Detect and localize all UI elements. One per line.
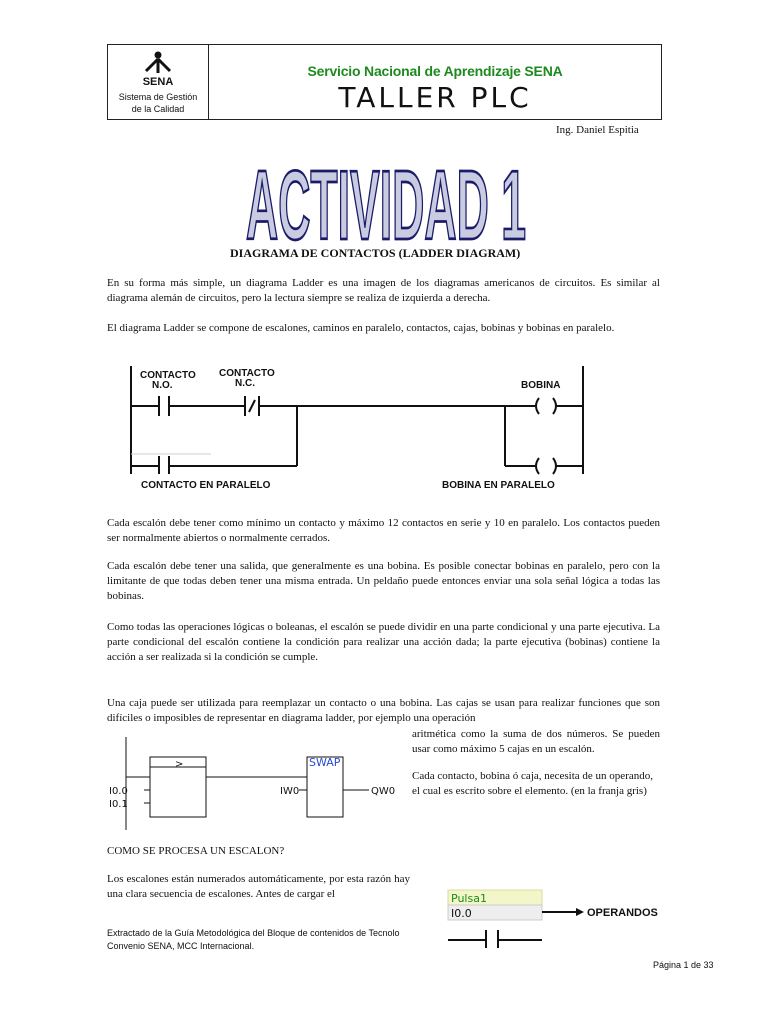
contact-nc-slash bbox=[249, 400, 255, 412]
parallel-coil-label: BOBINA EN PARALELO bbox=[442, 480, 555, 491]
operand-symbol: Pulsa1 bbox=[451, 892, 487, 905]
box-diagram bbox=[107, 735, 412, 833]
paragraph-6b: aritmética como la suma de dos números. Se pueden usar como máximo 5 cajas en un escalón. bbox=[412, 728, 660, 755]
operand-address: I0.0 bbox=[451, 907, 472, 920]
logo-caption bbox=[108, 91, 208, 115]
paragraph-5: Como todas las operaciones lógicas o boleanas, el escalón se puede dividir en una parte condicional y una parte ejecutiva. La parte condicional del escalón contiene la condición para realizar una acción dada; la parte ejecutiva (bobinas) contiene la acción a ser realizada si la condición se cumple. bbox=[107, 621, 660, 663]
coil-right bbox=[553, 398, 556, 414]
section-subtitle: DIAGRAMA DE CONTACTOS (LADDER DIAGRAM) bbox=[230, 246, 521, 260]
paragraph-3: Cada escalón debe tener como mínimo un contacto y máximo 12 contactos en serie y 10 en paralelo. Los contactos pueden ser normalmente abiertos o normalmente cerrados. bbox=[107, 517, 660, 544]
contact-nc-label-1: CONTACTO bbox=[219, 368, 275, 379]
logo-caption-line2: de la Calidad bbox=[131, 104, 185, 114]
parallel-coil-left bbox=[536, 458, 539, 474]
box-input-1: I0.0 bbox=[109, 786, 128, 797]
ladder-diagram bbox=[107, 362, 607, 492]
box-input-2: I0.1 bbox=[109, 799, 128, 810]
heading-how-process: COMO SE PROCESA UN ESCALON? bbox=[107, 845, 285, 857]
coil-label: BOBINA bbox=[521, 380, 561, 391]
swap-in: IW0 bbox=[280, 786, 300, 797]
compare-symbol: > bbox=[175, 759, 184, 770]
paragraph-8: Los escalones están numerados automáticamente, por esta razón hay una clara secuencia de escalones. Antes de cargar el bbox=[107, 873, 410, 900]
header-table bbox=[107, 44, 662, 120]
logo-caption-line1: Sistema de Gestión bbox=[118, 92, 198, 102]
operand-diagram bbox=[446, 888, 676, 950]
logo-cell bbox=[108, 45, 209, 119]
activity-title-text: ACTIVIDAD 1 bbox=[246, 151, 526, 246]
org-name: Servicio Nacional de Aprendizaje SENA bbox=[307, 63, 563, 79]
contact-nc-label-2: N.C. bbox=[235, 378, 255, 389]
paragraph-4: Cada escalón debe tener una salida, que generalmente es una bobina. Es posible conectar bobinas en paralelo, pero con la limitante de que todas deben tener una misma entrada. Un peldaño puede entonces enviar una sola señal lógica a todas las bobinas. bbox=[107, 560, 660, 602]
logo-text: SENA bbox=[142, 76, 174, 88]
swap-out: QW0 bbox=[371, 786, 396, 797]
author: Ing. Daniel Espitia bbox=[556, 124, 639, 136]
page-number: Página 1 de 33 bbox=[653, 960, 714, 970]
parallel-contact-label: CONTACTO EN PARALELO bbox=[141, 480, 271, 491]
paragraph-7: Cada contacto, bobina ó caja, necesita de un operando, el cual es escrito sobre el elemento. (en la franja gris) bbox=[412, 770, 653, 797]
swap-label: SWAP bbox=[309, 756, 341, 769]
operand-label: OPERANDOS bbox=[587, 907, 658, 919]
parallel-coil-right bbox=[553, 458, 556, 474]
arrow-right-icon bbox=[576, 908, 584, 916]
course-title: TALLER PLC bbox=[338, 81, 532, 114]
footer-note: Extractado de la Guía Metodológica del Bloque de contenidos de Tecnolo Convenio SENA, MCC Internacional. bbox=[107, 928, 400, 951]
contact-no-label-1: CONTACTO bbox=[140, 370, 196, 381]
activity-title bbox=[236, 142, 536, 246]
org-cell bbox=[209, 45, 661, 119]
sena-logo-icon bbox=[108, 45, 208, 91]
paragraph-2: El diagrama Ladder se compone de escalones, caminos en paralelo, contactos, cajas, bobinas y bobinas en paralelo. bbox=[107, 322, 615, 334]
paragraph-1: En su forma más simple, un diagrama Ladder es una imagen de los diagramas americanos de circuitos. Es similar al diagrama alemán de circuitos, pero la lectura siempre se realiza de izquierda a derecha. bbox=[107, 277, 660, 304]
contact-no-label-2: N.O. bbox=[152, 380, 173, 391]
coil-left bbox=[536, 398, 539, 414]
paragraph-6a: Una caja puede ser utilizada para reemplazar un contacto o una bobina. Las cajas se usan para realizar funciones que son difíciles o imposibles de representar en diagrama ladder, por ejemplo una operación bbox=[107, 697, 660, 724]
